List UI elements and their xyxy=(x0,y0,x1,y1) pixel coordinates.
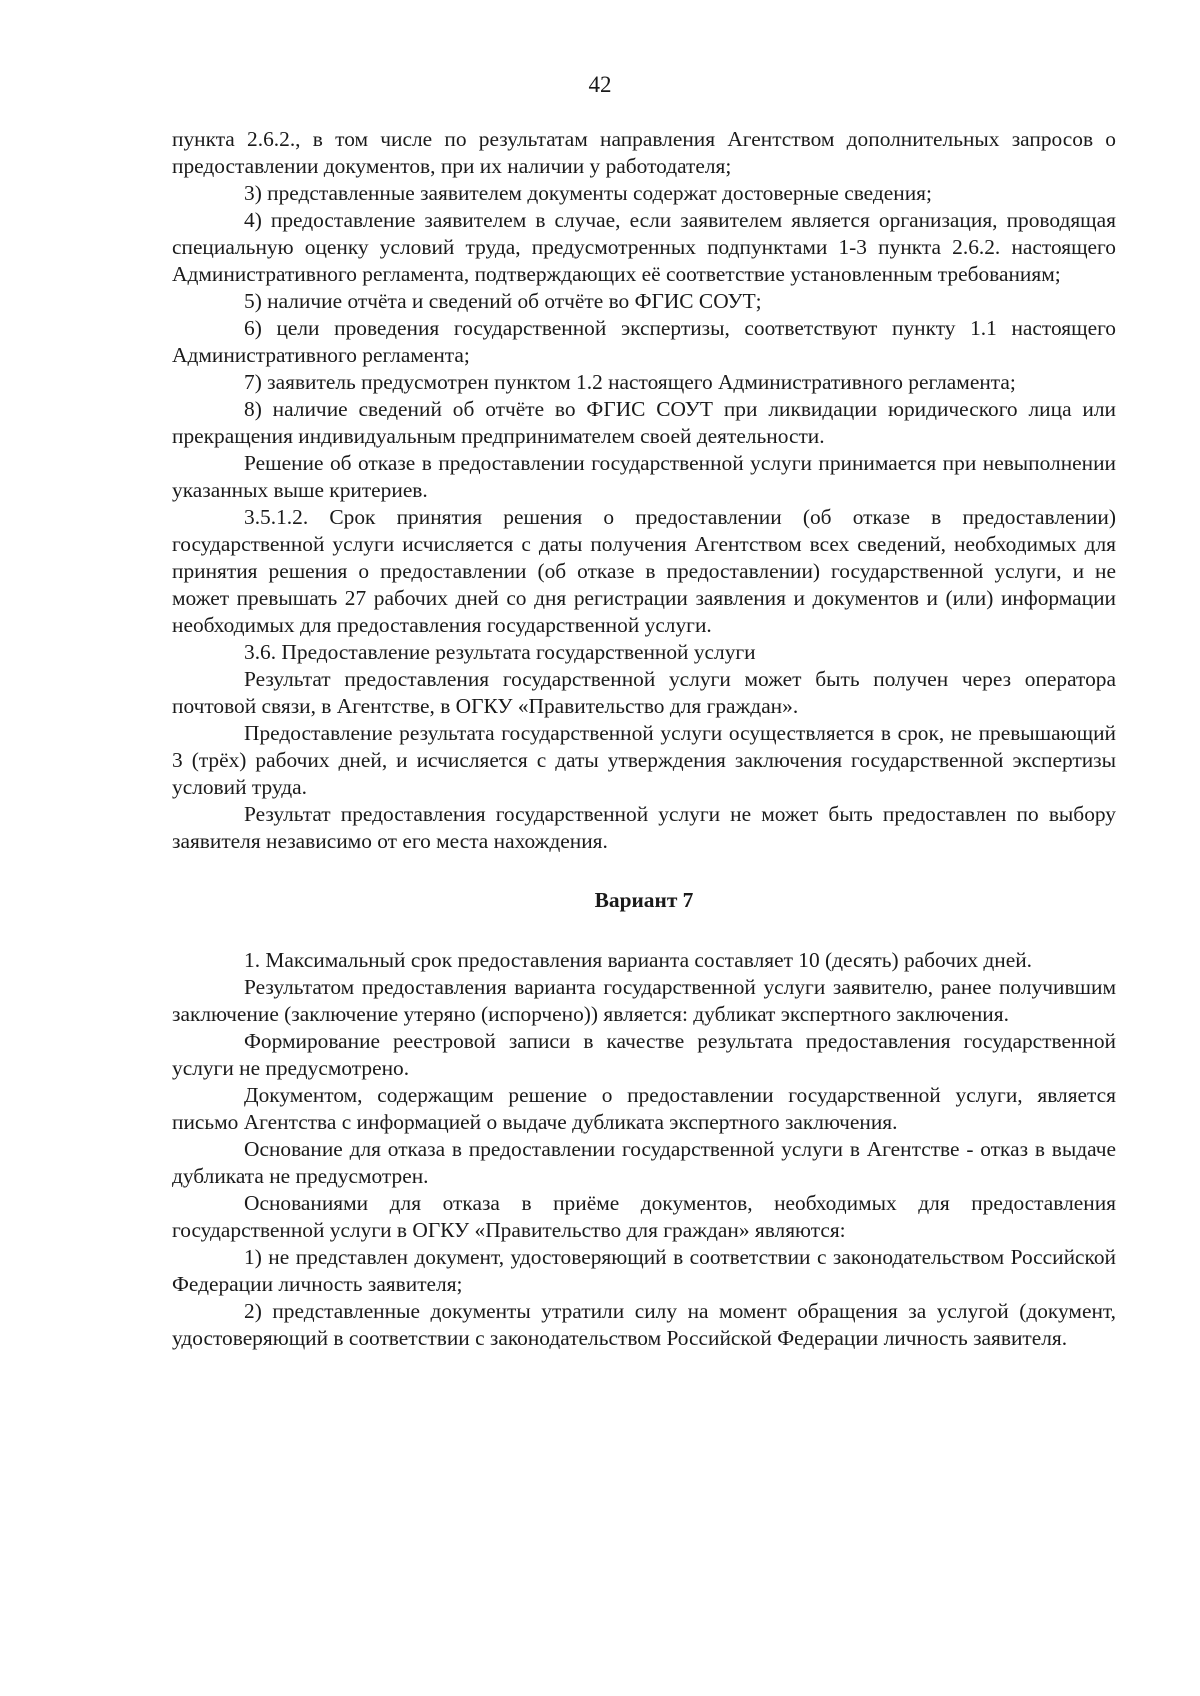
paragraph: 1. Максимальный срок предоставления варианта составляет 10 (десять) рабочих дней. xyxy=(244,948,1033,972)
list-item-3: 3) представленные заявителем документы содержат достоверные сведения; xyxy=(244,181,932,205)
paragraph: Результат предоставления государственной услуги не может быть предоставлен по выбору заявителя независимо от его места нахождения. xyxy=(172,802,1116,853)
paragraph: Документом, содержащим решение о предоставлении государственной услуги, является письмо Агентства с информацией о выдаче дубликата экспертного заключения. xyxy=(172,1083,1116,1134)
document-body xyxy=(172,126,1116,1352)
section-heading: Вариант 7 xyxy=(594,888,694,912)
list-item-7: 7) заявитель предусмотрен пунктом 1.2 настоящего Административного регламента; xyxy=(244,370,1016,394)
list-item-2: 2) представленные документы утратили силу на момент обращения за услугой (документ, удостоверяющий в соответствии с законодательством Российской Федерации личность заявителя. xyxy=(172,1299,1116,1350)
paragraph: Основаниями для отказа в приёме документов, необходимых для предоставления государственной услуги в ОГКУ «Правительство для граждан» являются: xyxy=(172,1191,1116,1242)
paragraph: Предоставление результата государственной услуги осуществляется в срок, не превышающий 3 (трёх) рабочих дней, и исчисляется с даты утверждения заключения государственной экспертизы условий труда. xyxy=(172,721,1116,799)
paragraph: пункта 2.6.2., в том числе по результатам направления Агентством дополнительных запросов о предоставлении документов, при их наличии у работодателя; xyxy=(172,127,1116,178)
page-number: 42 xyxy=(588,72,612,97)
list-item-1: 1) не представлен документ, удостоверяющий в соответствии с законодательством Российской Федерации личность заявителя; xyxy=(172,1245,1116,1296)
paragraph: Результатом предоставления варианта государственной услуги заявителю, ранее получившим заключение (заключение утеряно (испорчено)) является: дубликат экспертного заключения. xyxy=(172,975,1116,1026)
subsection-title: 3.6. Предоставление результата государственной услуги xyxy=(244,640,756,664)
paragraph: 3.5.1.2. Срок принятия решения о предоставлении (об отказе в предоставлении) государственной услуги исчисляется с даты получения Агентством всех сведений, необходимых для принятия решения о предоставлении (об отказе в предоставлении) государственной услуги, и не может превышать 27 рабочих дней со дня регистрации заявления и документов и (или) информации необходимых для предоставления государственной услуги. xyxy=(172,505,1116,637)
list-item-6: 6) цели проведения государственной экспертизы, соответствуют пункту 1.1 настоящего Административного регламента; xyxy=(172,316,1116,367)
paragraph: Решение об отказе в предоставлении государственной услуги принимается при невыполнении указанных выше критериев. xyxy=(172,451,1116,502)
list-item-4: 4) предоставление заявителем в случае, если заявителем является организация, проводящая специальную оценку условий труда, предусмотренных подпунктами 1-3 пункта 2.6.2. настоящего Административного регламента, подтверждающих её соответствие установленным требованиям; xyxy=(172,208,1116,286)
paragraph: Формирование реестровой записи в качестве результата предоставления государственной услуги не предусмотрено. xyxy=(172,1029,1116,1080)
paragraph: Результат предоставления государственной услуги может быть получен через оператора почтовой связи, в Агентстве, в ОГКУ «Правительство для граждан». xyxy=(172,667,1116,718)
paragraph: Основание для отказа в предоставлении государственной услуги в Агентстве - отказ в выдаче дубликата не предусмотрен. xyxy=(172,1137,1116,1188)
list-item-5: 5) наличие отчёта и сведений об отчёте во ФГИС СОУТ; xyxy=(244,289,762,313)
list-item-8: 8) наличие сведений об отчёте во ФГИС СОУТ при ликвидации юридического лица или прекращения индивидуальным предпринимателем своей деятельности. xyxy=(172,397,1116,448)
